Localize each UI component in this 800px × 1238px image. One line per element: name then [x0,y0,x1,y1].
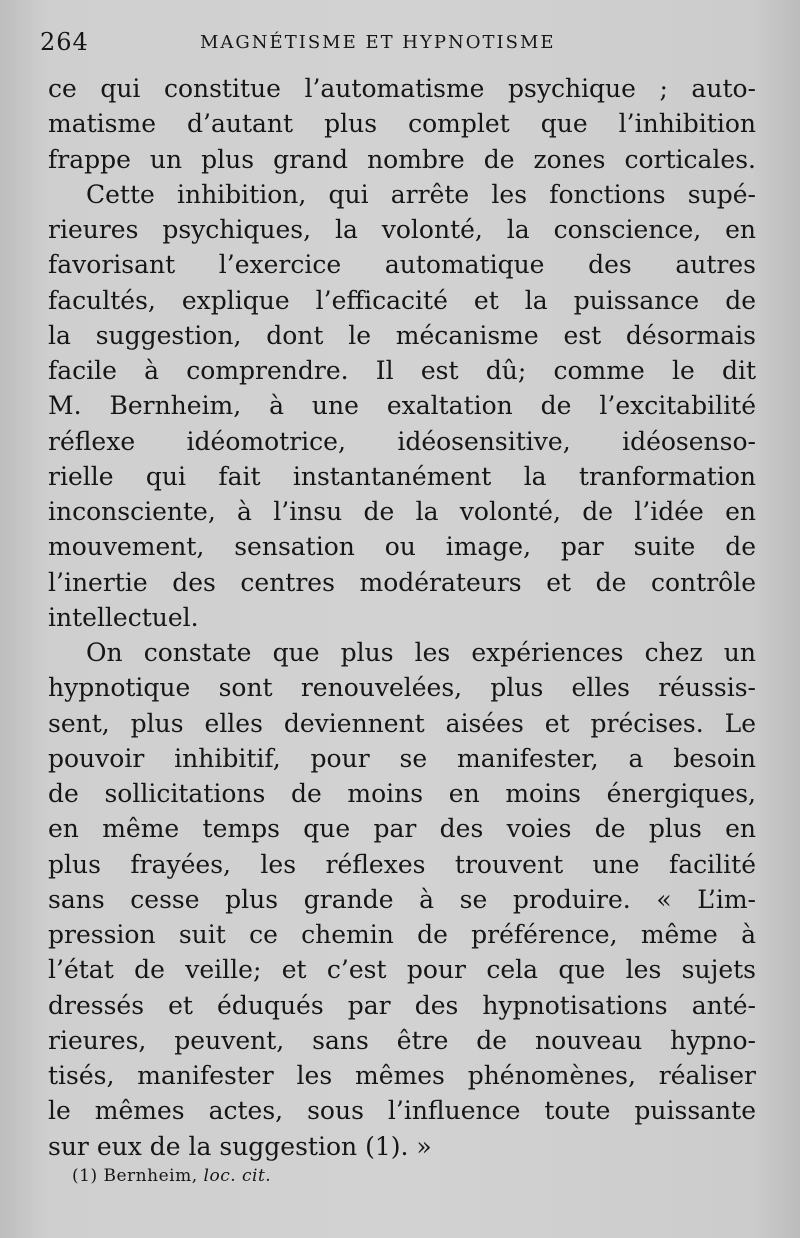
running-title: MAGNÉTISME ET HYPNOTISME [200,32,556,53]
text-line: pression suit ce chemin de préférence, même à [48,920,756,949]
text-line: en même temps que par des voies de plus en [48,814,756,844]
text-line: rielle qui fait instantanément la tranformation [48,461,756,491]
text-line: ce qui constitue l’automatisme psychique ; auto- [48,74,756,103]
text-line: favorisant l’exercice automatique des autres [48,250,756,280]
footnote-reference: loc. cit. [203,1166,272,1186]
text-line: rieures, peuvent, sans être de nouveau hypno- [48,1025,756,1055]
text-line: réflexe idéomotrice, idéosensitive, idéosenso- [48,426,756,456]
text-line: On constate que plus les expériences chez un [86,638,756,667]
text-line: hypnotique sont renouvelées, plus elles réussis- [48,673,756,703]
text-line: la suggestion, dont le mécanisme est désormais [48,320,756,350]
text-line: intellectuel. [48,602,199,632]
page-header [40,28,760,58]
text-line: sans cesse plus grande à se produire. « L’im- [48,884,756,914]
text-line: Cette inhibition, qui arrête les fonctions supé- [86,179,756,209]
footnote-marker: (1) [72,1166,98,1186]
text-line: facultés, explique l’efficacité et la puissance de [48,285,756,315]
text-line: matisme d’autant plus complet que l’inhibition [48,109,756,139]
page-number: 264 [40,28,89,56]
text-line: facile à comprendre. Il est dû; comme le dit [48,356,756,385]
text-line: dressés et éduqués par des hypnotisations anté- [48,990,756,1020]
text-line: l’état de veille; et c’est pour cela que les sujets [48,955,756,985]
footnote-author: Bernheim, [103,1166,198,1186]
text-line: tisés, manifester les mêmes phénomènes, réaliser [48,1061,756,1090]
text-line: inconsciente, à l’insu de la volonté, de l’idée en [48,497,756,526]
footnote [72,1166,271,1186]
text-line: le mêmes actes, sous l’influence toute puissante [48,1096,756,1126]
text-line: mouvement, sensation ou image, par suite de [48,532,756,562]
text-line: sent, plus elles deviennent aisées et précises. Le [48,708,756,738]
text-line: de sollicitations de moins en moins énergiques, [48,779,756,808]
text-line: rieures psychiques, la volonté, la conscience, en [48,215,756,244]
text-line: M. Bernheim, à une exaltation de l’excitabilité [48,391,756,421]
body-text [48,71,756,1164]
text-line: l’inertie des centres modérateurs et de contrôle [48,567,756,597]
text-line: pouvoir inhibitif, pour se manifester, a besoin [48,743,756,773]
text-line: frappe un plus grand nombre de zones corticales. [48,144,756,174]
text-line: plus frayées, les réflexes trouvent une facilité [48,849,756,879]
text-line: sur eux de la suggestion (1). » [48,1131,432,1161]
